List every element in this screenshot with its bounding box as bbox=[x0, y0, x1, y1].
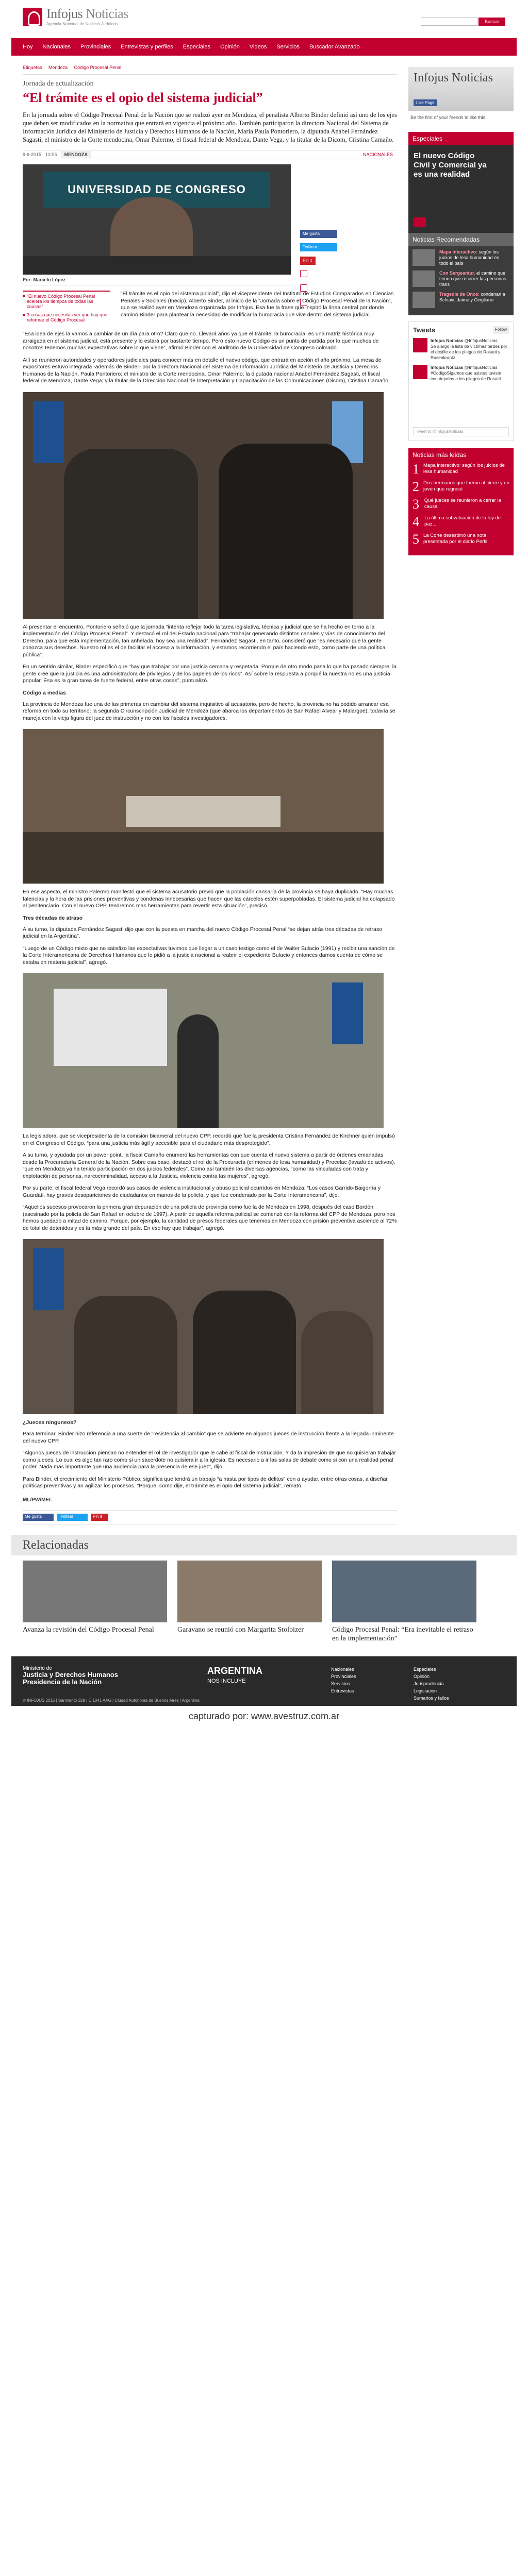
photo-stage-table bbox=[126, 796, 280, 827]
photo-table bbox=[23, 256, 291, 275]
site-footer bbox=[11, 1656, 517, 1706]
photo-figure bbox=[219, 444, 353, 619]
article-subhead: ¿Jueces ninguneos? bbox=[23, 1419, 77, 1426]
article-meta bbox=[23, 150, 397, 159]
footer-link[interactable]: Especiales bbox=[414, 1666, 436, 1672]
breadcrumb-cpp[interactable]: Código Procesal Penal bbox=[74, 65, 122, 70]
footer-links-col2 bbox=[414, 1666, 449, 1702]
meta-place: MENDOZA bbox=[61, 151, 91, 158]
footer-argentina-logo: ARGENTINA NOS INCLUYE bbox=[207, 1665, 262, 1684]
nav-item-buscador[interactable]: Buscador Avanzado bbox=[309, 44, 360, 50]
related-thumbnail bbox=[177, 1561, 322, 1622]
sidebar-logo-title: Infojus Noticias bbox=[414, 71, 493, 84]
sidebar-specials-title: Especiales bbox=[408, 132, 514, 145]
article-subhead: Código a medias bbox=[23, 689, 67, 696]
photo-flag bbox=[332, 982, 363, 1044]
related-card[interactable] bbox=[23, 1561, 167, 1643]
breadcrumb bbox=[23, 60, 397, 75]
pinterest-button[interactable]: Pin it bbox=[300, 257, 316, 265]
avatar bbox=[413, 365, 427, 379]
logo-subtitle: Agencia Nacional de Noticias Jurídicas bbox=[46, 22, 118, 26]
nav-item-provinciales[interactable]: Provinciales bbox=[80, 44, 111, 50]
list-item[interactable]: 3 Qué jueces se reunieron a cerrar la causa bbox=[412, 497, 501, 512]
sidebar-feature-title: El nuevo Código Civil y Comercial ya es una realidad bbox=[414, 151, 487, 179]
most-read-title: Noticias más leídas bbox=[412, 451, 467, 459]
article-photo-hall bbox=[23, 729, 384, 884]
thumbnail bbox=[412, 292, 435, 308]
article-paragraph: En un sentido similar, Binder especificó que “hay que trabajar por una justicia cercana y respetada. Porque de otro modo pasa lo que ha pasado siempre: la gente cree que la justicia es una administradora de privilegios y de los papeles de los ricos”. Así sobre la respuesta a porqué la nuestra no es una justicia popular. Esa es la gran tarea de fuerte federal, entre otras cosas”, puntualizó. bbox=[23, 664, 397, 684]
related-thumbnail bbox=[332, 1561, 476, 1622]
twitter-widget-title: Tweets bbox=[413, 326, 436, 334]
list-item[interactable]: 5 La Corte desestimó una nota presentada por el diario Perfil bbox=[412, 532, 488, 547]
tweet: Infojus Noticias @InfojusNoticias Se alargó la lista de víctimas tardes por el desfile de los pliegos de Rosatti y Rosenkrantz bbox=[413, 338, 509, 361]
photo-projector-screen bbox=[54, 989, 167, 1066]
nav-item-hoy[interactable]: Hoy bbox=[23, 44, 33, 50]
thumbnail bbox=[412, 270, 435, 287]
logo-title: Infojus Noticias bbox=[46, 6, 128, 21]
sidebar-like-note: Be the first of your friends to like this bbox=[410, 115, 486, 120]
article-paragraph: Para terminar, Binder hizo referencia a una suerte de “resistencia al cambio” que se advierte en algunos jueces de instrucción frente a la llegada inminente del nuevo CPP. bbox=[23, 1431, 394, 1444]
pdf-icon[interactable] bbox=[300, 299, 307, 306]
capture-credit: capturado por: www.avestruz.com.ar bbox=[11, 1706, 517, 1726]
photo-flag bbox=[33, 1248, 64, 1310]
footer-ministry[interactable]: Ministerio de Justicia y Derechos Humanos Presidencia de la Nación bbox=[23, 1665, 118, 1686]
photo-figure bbox=[301, 1311, 373, 1414]
photo-figure bbox=[177, 1014, 219, 1128]
footer-link[interactable]: Jurisprudencia bbox=[414, 1681, 444, 1686]
nav-item-servicios[interactable]: Servicios bbox=[276, 44, 300, 50]
article-kicker: Jornada de actualización bbox=[23, 80, 94, 88]
tweet-input[interactable]: Tweet to @InfojusNoticias bbox=[413, 427, 509, 436]
facebook-like-button[interactable]: Me gusta bbox=[23, 1514, 54, 1521]
photo-flag bbox=[33, 401, 64, 463]
site-logo[interactable] bbox=[23, 7, 128, 26]
article-main bbox=[11, 60, 408, 1524]
footer-link[interactable]: Opinión bbox=[414, 1673, 430, 1679]
photo-figure bbox=[64, 449, 198, 619]
search-input[interactable] bbox=[421, 18, 477, 26]
list-item[interactable]: 2 Dos hermanos que fueron al cierre y un joven que regresó bbox=[412, 479, 509, 494]
twitter-widget bbox=[408, 321, 514, 441]
article-paragraph: La provincia de Mendoza fue una de las primeras en cambiar del sistema inquisitivo al acusatorio, pero de hecho, la provincia no ha podido arrancar esa reforma en todo su territorio: la segunda Circunscripción Judicial de Mendoza (que abarca los departamentos de San Rafael Alvear y Malargüe), todavía se maneja con la vieja figura del juez de instrucción y no con los fiscales investigadores. bbox=[23, 701, 395, 721]
thumbnail bbox=[412, 249, 435, 266]
related-link[interactable]: “El nuevo Código Procesal Penal acelera los tiempos de todas las causas” bbox=[23, 294, 110, 309]
related-card[interactable] bbox=[332, 1561, 476, 1643]
article-title: “El trámite es el opio del sistema judicial” bbox=[23, 90, 263, 105]
breadcrumb-mendoza[interactable]: Mendoza bbox=[48, 65, 68, 70]
twitter-follow-button[interactable]: Follow bbox=[493, 326, 509, 334]
list-item[interactable]: Tragedia de Once: condenan a Schiavi, Jaime y Cirigliano bbox=[412, 292, 509, 308]
related-link[interactable]: 3 cosas que necesitás ver que hay que reformar el Código Procesal bbox=[23, 312, 110, 323]
article-paragraph: “Luego de un Código mixto que no satisfizo las expectativas tuvimos que llegar a un caso testigo como el de Walter Bulacio (1991) y recibir una sanción de la Corte Interamericana de Derechos Humanos que le pidió a la justicia nacional a reabrir el expediente Bulacio y entonces damos cuenta de cómo se estaba en materia judicial”, agregó. bbox=[23, 945, 395, 965]
meta-time: 13:05 bbox=[45, 152, 57, 157]
list-item[interactable]: Con Sergeantur, el camino que tienen que recorrer las personas trans bbox=[412, 270, 509, 287]
footer-link[interactable]: Nacionales bbox=[331, 1666, 354, 1672]
search-box bbox=[421, 18, 505, 26]
footer-link[interactable]: Legislación bbox=[414, 1688, 437, 1693]
article-paragraph: Al presentar el encuentro, Pontoriero señaló que la jornada “intenta reflejar todo la tarea legislativa, técnica y judicial que se ha hecho en torno a la implementación del Código Procesal Penal”. Y destacó el rol del Estado nacional para “trabajar generando distintos canales y vías de conocimiento del Derecho, para que esta implementación, tan anhelada, hoy sea una realidad”. Fernández Sagasti, en tanto, consideró que “es necesario que la gente conozca sus derechos. Nuestro rol es el de facilitar el acceso a la información, y estamos recorriendo el país haciendo esto, como parte de una política pública”. bbox=[23, 623, 386, 658]
tweet-feed-area[interactable] bbox=[413, 382, 509, 423]
nav-item-opinion[interactable]: Opinión bbox=[220, 44, 240, 50]
tweet: Infojus Noticias @InfojusNoticias #CodigoSigamos que asistes tuviste con dejados a los pliegos de Rosatti bbox=[413, 365, 509, 382]
sidebar-most-read bbox=[408, 448, 514, 555]
sidebar-recommended-list bbox=[408, 246, 514, 315]
list-item[interactable]: 4 La última subvaluación de la ley de paz... bbox=[412, 514, 501, 529]
article-paragraph: “Algunos jueces de instrucción piensan no entender el rol de investigador que le cabe al fiscal de instrucción. Y da la impresión de que no quisieran trabajar como jueces. Lo cual es algo tan raro como si un sacerdote no quisiera ir a la iglesia. Es necesario a ir las salas de debate como si con una realidad penal poder. Nada más importante que una audiencia para la presencia de ese juez”, dijo. bbox=[23, 1450, 396, 1470]
photo-figure bbox=[74, 1296, 177, 1414]
share-tools bbox=[300, 230, 357, 313]
search-button[interactable]: Buscar bbox=[478, 18, 505, 26]
article-paragraph: Por su parte, el fiscal federal Vega recordó sus casos de violencia institucional y abuso policial ocurridos en Mendoza: “Los casos Garrido-Baigorria y Guardati, hay graves desapariciones de ciudadanos en manos de la policía, y que fue condenado por la Corte Interamericana”, dijo. bbox=[23, 1185, 381, 1198]
photo-figure bbox=[193, 1291, 296, 1414]
related-card-title: Avanza la revisión del Código Procesal Penal bbox=[23, 1625, 154, 1634]
meta-date: 9-6-2015 bbox=[23, 152, 42, 157]
related-card[interactable] bbox=[177, 1561, 322, 1643]
meta-section-tag[interactable]: NACIONALES bbox=[362, 152, 393, 157]
related-title: Relacionadas bbox=[11, 1535, 517, 1555]
article-paragraph: La legisladora, que se vicepresidenta de la comisión bicameral del nuevo CPP, recordó que fue la presidenta Cristina Fernández de Kirchner quien impulsó en el Congreso el Código, “para una justicia más ágil y accesible para el ciudadano más desprotegido”. bbox=[23, 1133, 395, 1146]
twitter-share-button[interactable]: Twittear bbox=[300, 243, 337, 251]
logo-mark-icon bbox=[23, 8, 42, 26]
nav-item-entrevistas[interactable]: Entrevistas y perfiles bbox=[121, 44, 173, 50]
pinterest-button[interactable]: Pin it bbox=[91, 1514, 108, 1521]
print-icon[interactable] bbox=[300, 270, 307, 277]
article-paragraph: “Aquellos sucesos provocaron la primera gran depuración de una policía de provincia como fue la de Mendoza en 1998, después del caso Bordón (asesinado por la policía de San Rafael en octubre de 1997). A partir de aquella reforma policial se comenzó con la reforma del CPP de Mendoza, pero nos hemos quedado a mitad de camino. Porque, por ejemplo, la cantidad de presos federales que tenemos en Mendoza con prisión preventiva asciende al 72% de total de detenidos y es la más grande del país. En eso hay que trabajar”, agregó. bbox=[23, 1204, 397, 1231]
article-subhead: Tres décadas de atraso bbox=[23, 914, 83, 921]
article-photo-panel-2 bbox=[23, 1239, 384, 1414]
sidebar bbox=[408, 60, 517, 1524]
related-card-title: Garavano se reunió con Margarita Stolbizer bbox=[177, 1625, 304, 1634]
footer-links-col1 bbox=[331, 1666, 356, 1694]
list-item[interactable]: 1 Mapa interactivo: según los juicios de lesa humanidad bbox=[412, 462, 505, 477]
article-lead: En la jornada sobre el Código Procesal Penal de la Nación que se realizó ayer en Mendoza, el penalista Alberto Binder definió así uno de los ejes que deben ser modificados en la normativa que entrará en vigencia el próximo año. También participaron la directora Nacional del Sistema de Información Jurídica del Ministerio de Justicia y Derechos Humanos de la Nación, María Paula Pontoriero, la diputada Anabel Fernández Sagasti, el ministro de la Corte mendocina, Omar Palermo; el fiscal federal de Mendoza, Dante Vega, y la titular de la Dicom, Cristina Camaño. bbox=[23, 111, 397, 143]
article-paragraph: Para Binder, el crecimiento del Ministerio Público, significa que tendrá un trabajo “a hasta por tipos de delitos” con a ayudar, entre otras cosas, a diseñar políticas preventivas y an agilizar los procesos. “Porque, como dije, el trámite es el opio del sistema judicial”, remató. bbox=[23, 1476, 388, 1489]
main-nav bbox=[11, 38, 517, 56]
facebook-like-button[interactable]: Me gusta bbox=[300, 230, 337, 238]
twitter-share-button[interactable]: Twittear bbox=[57, 1514, 88, 1521]
photo-caption: Por: Marcelo López bbox=[23, 275, 291, 285]
footer-link[interactable]: Sumarios y fallos bbox=[414, 1695, 449, 1701]
list-item[interactable]: Mapa interactivo: según los juicios de lesa humanidad en todo el país bbox=[412, 249, 509, 266]
article-paragraph: A su turno, y ayudada por un power point, la fiscal Camaño enumeró las herramientas con que cuenta el nuevo sistema a partir de órdenes emanadas desde la Procuraduría General de la Nación. Sobre esa base, destacó el rol de la Procuracía (crímenes de lesa humanidad) y Procelac (lavado de activos), “que en Mendoza ya ha tenido participación en dos juicios federales”. Como así también las diversas agencias, “como las vinculadas con trata y explotación de personas, narcocriminalidad, acceso a la Justicia, violencia contra las mujeres”, agregó. bbox=[23, 1152, 395, 1179]
article-signature: ML/PW/MEL bbox=[23, 1497, 53, 1503]
article-paragraph: En ese aspecto, el ministro Palermo manifestó que el sistema acusatorio previó que la población cansaría de la provincia se haya duplicado. “Hay muchas falencias y la hora de las prisiones preventivas y condenas innecesarias que hacen que las cárceles estén superpobladas. El sistema judicial ha colapsado al penitenciario. Con el nuevo CPP, tendremos mas herramientas para revertir esta situación”, precisó. bbox=[23, 889, 395, 909]
related-section bbox=[11, 1535, 517, 1648]
article-main-photo bbox=[23, 164, 291, 275]
sidebar-feature[interactable] bbox=[408, 145, 514, 233]
breadcrumb-etiquetas[interactable]: Etiquetas bbox=[23, 65, 42, 70]
article-paragraph: Allí se reunieron autoridades y operadores judiciales para conocer más en detalle el nuevo código, que entrará en acción el año próximo. La mesa de expositores estuvo integrada -además de Binder- por la directora Nacional del Sistema de Información Jurídica del Ministerio de Justicia y Derechos Humanos de la Nación, Paula Pontoriero; el ministro de la Corte mendocina, Omar Palermo; la diputada nacional Anabel Fernández Sagasti, el fiscal federal de Mendoza, Dante Vega; y la titular de la Dirección Nacional de Interpretación y Capacitación de las Comunicaciones (Dicom), Cristina Camaño. bbox=[23, 357, 390, 384]
sidebar-recommended-title: Noticias Recomendadas bbox=[408, 233, 514, 246]
share-row-bottom bbox=[23, 1510, 397, 1524]
related-links-box bbox=[23, 291, 110, 326]
avatar bbox=[413, 338, 427, 352]
footer-bottom-text: © INFOJUS 2015 | Sarmiento 329 | C.1041 AAG | Ciudad Autónoma de Buenos Aires | Argentina bbox=[23, 1698, 200, 1703]
nav-item-nacionales[interactable]: Nacionales bbox=[42, 44, 71, 50]
nav-item-videos[interactable]: Videos bbox=[249, 44, 267, 50]
related-thumbnail bbox=[23, 1561, 167, 1622]
photo-banner-text: UNIVERSIDAD DE CONGRESO bbox=[43, 172, 270, 208]
footer-link[interactable]: Provinciales bbox=[331, 1673, 356, 1679]
article-first-paragraph: “El trámite es el opio del sistema judicial”, dijo el vicepresidente del Instituto de Estudios Comparados en Ciencias Penales y Sociales (Inecip), Alberto Binder, al inicio de la “Jornada sobre el Código Procesal Penal de la Nación”, que se realizó ayer en Mendoza organizada por Infojus. Esa fue la frase que inspiró la línea central por donde caminó Binder para plantear la necesidad de modificar la burocracia que vive dentro del sistema judicial. bbox=[121, 291, 394, 318]
nav-item-especiales[interactable]: Especiales bbox=[183, 44, 210, 50]
book-icon bbox=[414, 217, 426, 227]
footer-link[interactable]: Servicios bbox=[331, 1681, 350, 1686]
sidebar-facebook-box bbox=[408, 67, 514, 111]
photo-audience bbox=[23, 832, 384, 884]
article-photo-panel bbox=[23, 392, 384, 619]
email-icon[interactable] bbox=[300, 284, 307, 292]
facebook-like-page-button[interactable]: Like Page bbox=[414, 99, 437, 106]
article-paragraph: A su turno, la diputada Fernández Sagasti dijo que con la puesta en marcha del nuevo Código Procesal Penal “se dejan atrás tres décadas de retraso judicial en la Argentina”. bbox=[23, 926, 382, 939]
footer-link[interactable]: Entrevistas bbox=[331, 1688, 354, 1693]
article-paragraph: “Esa idea de ejes la vamos a cambiar de un día para otro? Claro que no. Llevará años ya que el trámite, la burocracia, es una matriz histórica muy arraigada en el sistema judicial, está presente y lo estará por bastante tiempo. Pero esto nuevo Código es un punto de partida por lo que muchos de nosotros tenemos muchas expectativas sobre lo que viene”, afirmó Binder con el auditorio de la Universidad de Congreso colmado. bbox=[23, 331, 379, 351]
article-photo-presentation bbox=[23, 973, 384, 1128]
related-card-title: Código Procesal Penal: “Era inevitable el retraso en la implementación” bbox=[332, 1625, 473, 1642]
site-header bbox=[11, 0, 517, 38]
